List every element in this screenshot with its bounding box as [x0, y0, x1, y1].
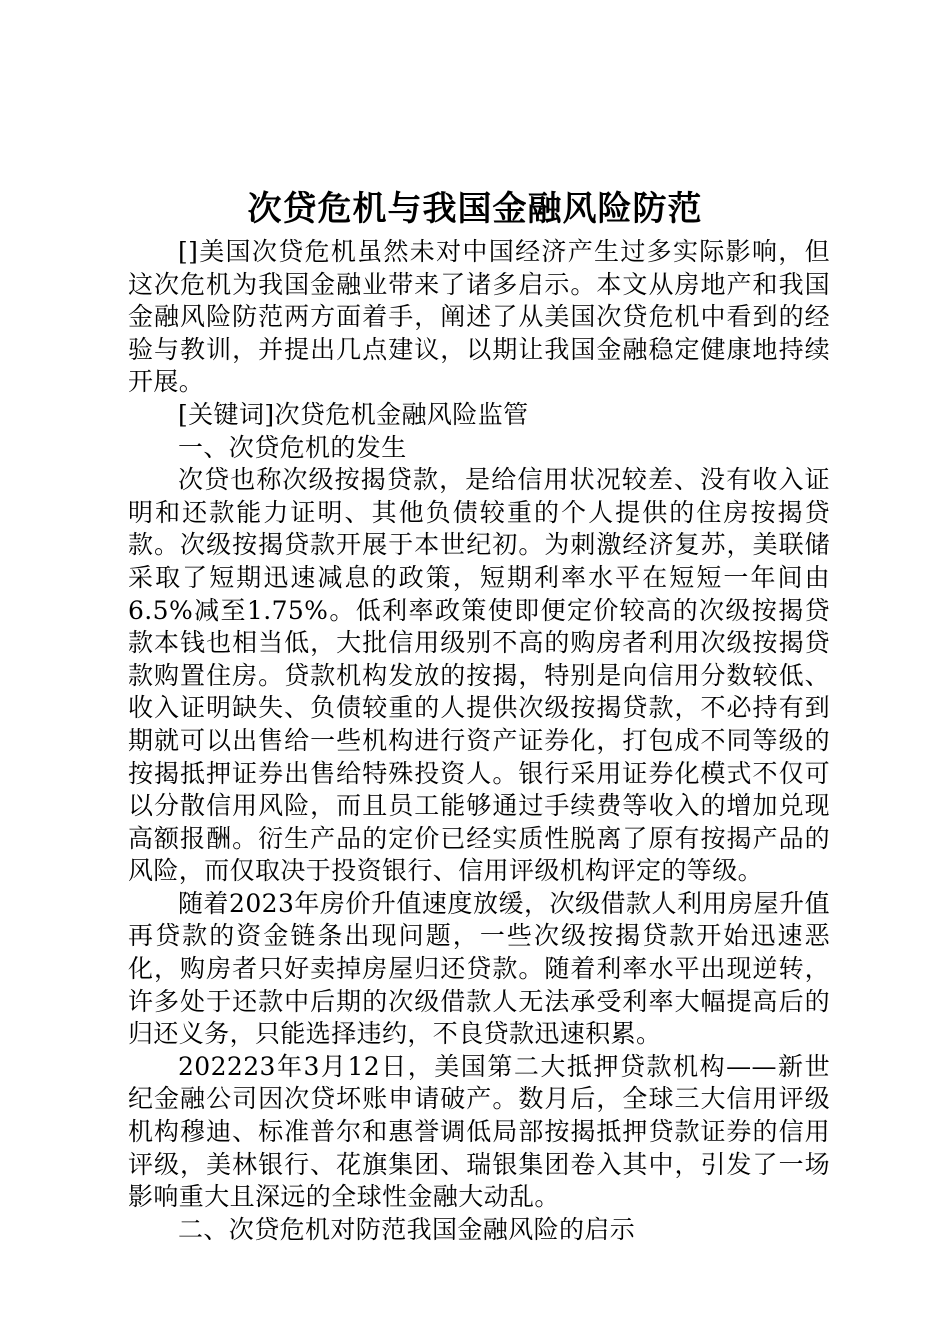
section-heading-1: 一、次贷危机的发生: [178, 432, 407, 462]
abstract-paragraph: []美国次贷危机虽然未对中国经济产生过多实际影响，但这次危机为我国金融业带来了诸多启示。本文从房地产和我国金融风险防范两方面着手，阐述了从美国次贷危机中看到的经验与教训，并提出几点建议，以期让我国金融稳定健康地持续开展。: [128, 237, 830, 397]
section-heading-2: 二、次贷危机对防范我国金融风险的启示: [178, 1214, 636, 1244]
keywords-paragraph: [关键词]次贷危机金融风险监管: [178, 399, 529, 429]
body-paragraph: 随着2023年房价升值速度放缓，次级借款人利用房屋升值再贷款的资金链条出现问题，一些次级按揭贷款开始迅速恶化，购房者只好卖掉房屋归还贷款。随着利率水平出现逆转，许多处于还款中后期的次级借款人无法承受利率大幅提高后的归还义务，只能选择违约，不良贷款迅速积累。: [128, 888, 830, 1049]
document-title: 次贷危机与我国金融风险防范: [247, 189, 703, 229]
body-paragraph: 次贷也称次级按揭贷款，是给信用状况较差、没有收入证明和还款能力证明、其他负债较重的个人提供的住房按揭贷款。次级按揭贷款开展于本世纪初。为刺激经济复苏，美联储采取了短期迅速减息的政策，短期利率水平在短短一年间由6.5%减至1.75%。低利率政策使即便定价较高的次级按揭贷款本钱也相当低，大批信用级别不高的购房者利用次级按揭贷款购置住房。贷款机构发放的按揭，特别是向信用分数较低、收入证明缺失、负债较重的人提供次级按揭贷款，不必持有到期就可以出售给一些机构进行资产证券化，打包成不同等级的按揭抵押证券出售给特殊投资人。银行采用证券化模式不仅可以分散信用风险，而且员工能够通过手续费等收入的增加兑现高额报酬。衍生产品的定价已经实质性脱离了原有按揭产品的风险，而仅取决于投资银行、信用评级机构评定的等级。: [128, 465, 830, 886]
document-body: [128, 236, 830, 1246]
body-paragraph: 202223年3月12日，美国第二大抵押贷款机构——新世纪金融公司因次贷坏账申请破产。数月后，全球三大信用评级机构穆迪、标准普尔和惠誉调低局部按揭抵押贷款证券的信用评级，美林银行、花旗集团、瑞银集团卷入其中，引发了一场影响重大且深远的全球性金融大动乱。: [128, 1051, 830, 1212]
